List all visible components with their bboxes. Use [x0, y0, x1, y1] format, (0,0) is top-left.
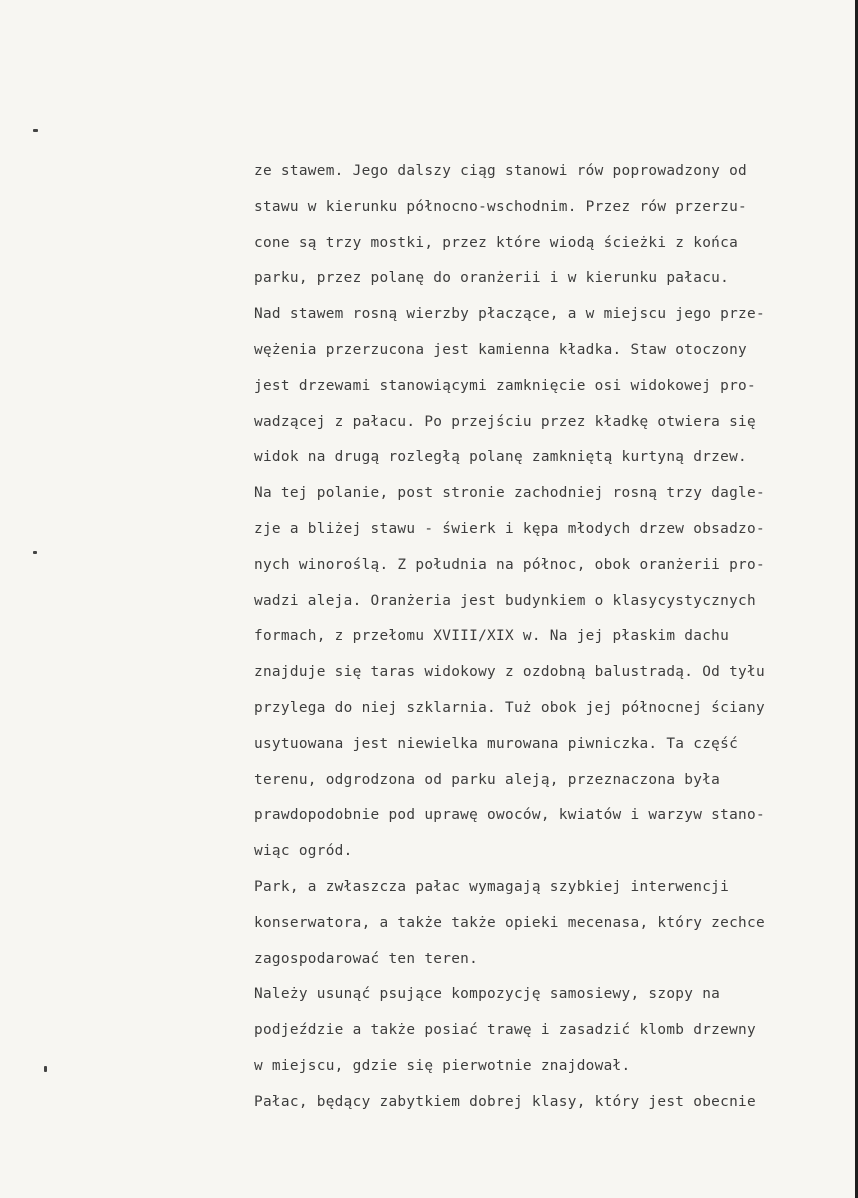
text-line: formach, z przełomu XVIII/XIX w. Na jej płaskim dachu — [254, 628, 730, 645]
text-line: widok na drugą rozległą polanę zamkniętą kurtyną drzew. — [254, 449, 748, 466]
text-line: wadzi aleja. Oranżeria jest budynkiem o klasycystycznych — [254, 592, 756, 609]
text-line: znajduje się taras widokowy z ozdobną balustradą. Od tyłu — [254, 664, 765, 681]
text-line: prawdopodobnie pod uprawę owoców, kwiatów i warzyw stano- — [254, 807, 765, 824]
text-line: usytuowana jest niewielka murowana piwniczka. Ta część — [254, 735, 739, 752]
text-line: Należy usunąć psujące kompozycję samosiewy, szopy na — [254, 986, 721, 1003]
text-line: zagospodarować ten teren. — [254, 950, 479, 967]
text-line: Na tej polanie, post stronie zachodniej rosną trzy dagle- — [254, 485, 765, 502]
margin-mark — [44, 1066, 47, 1072]
text-line: ze stawem. Jego dalszy ciąg stanowi rów poprowadzony od — [254, 163, 748, 179]
margin-mark — [33, 129, 38, 132]
text-line: parku, przez polanę do oranżerii i w kierunku pałacu. — [254, 270, 730, 287]
text-line: cone są trzy mostki, przez które wiodą ścieżki z końca — [254, 234, 739, 251]
text-line: konserwatora, a także także opieki mecenasa, który zechce — [254, 914, 765, 931]
text-line: wiąc ogród. — [254, 843, 353, 860]
text-line: jest drzewami stanowiącymi zamknięcie osi widokowej pro- — [254, 377, 756, 394]
text-line: Pałac, będący zabytkiem dobrej klasy, który jest obecnie — [254, 1093, 756, 1110]
text-line: stawu w kierunku północno-wschodnim. Przez rów przerzu- — [254, 198, 748, 215]
text-line: Park, a zwłaszcza pałac wymagają szybkiej interwencji — [254, 878, 730, 895]
text-line: podjeździe a także posiać trawę i zasadzić klomb drzewny — [254, 1022, 756, 1039]
text-line: przylega do niej szklarnia. Tuż obok jej północnej ściany — [254, 699, 765, 716]
text-line: w miejscu, gdzie się pierwotnie znajdował. — [254, 1057, 631, 1074]
text-line: nych winoroślą. Z południa na północ, obok oranżerii pro- — [254, 556, 765, 573]
text-line: terenu, odgrodzona od parku aleją, przeznaczona była — [254, 771, 721, 788]
text-line: wadzącej z pałacu. Po przejściu przez kładkę otwiera się — [254, 413, 756, 430]
body-text — [254, 156, 854, 1123]
text-line: Nad stawem rosną wierzby płaczące, a w miejscu jego prze- — [254, 306, 765, 323]
text-line: wężenia przerzucona jest kamienna kładka. Staw otoczony — [254, 341, 748, 358]
text-line: zje a bliżej stawu - świerk i kępa młodych drzew obsadzo- — [254, 520, 765, 537]
margin-mark — [33, 551, 37, 554]
